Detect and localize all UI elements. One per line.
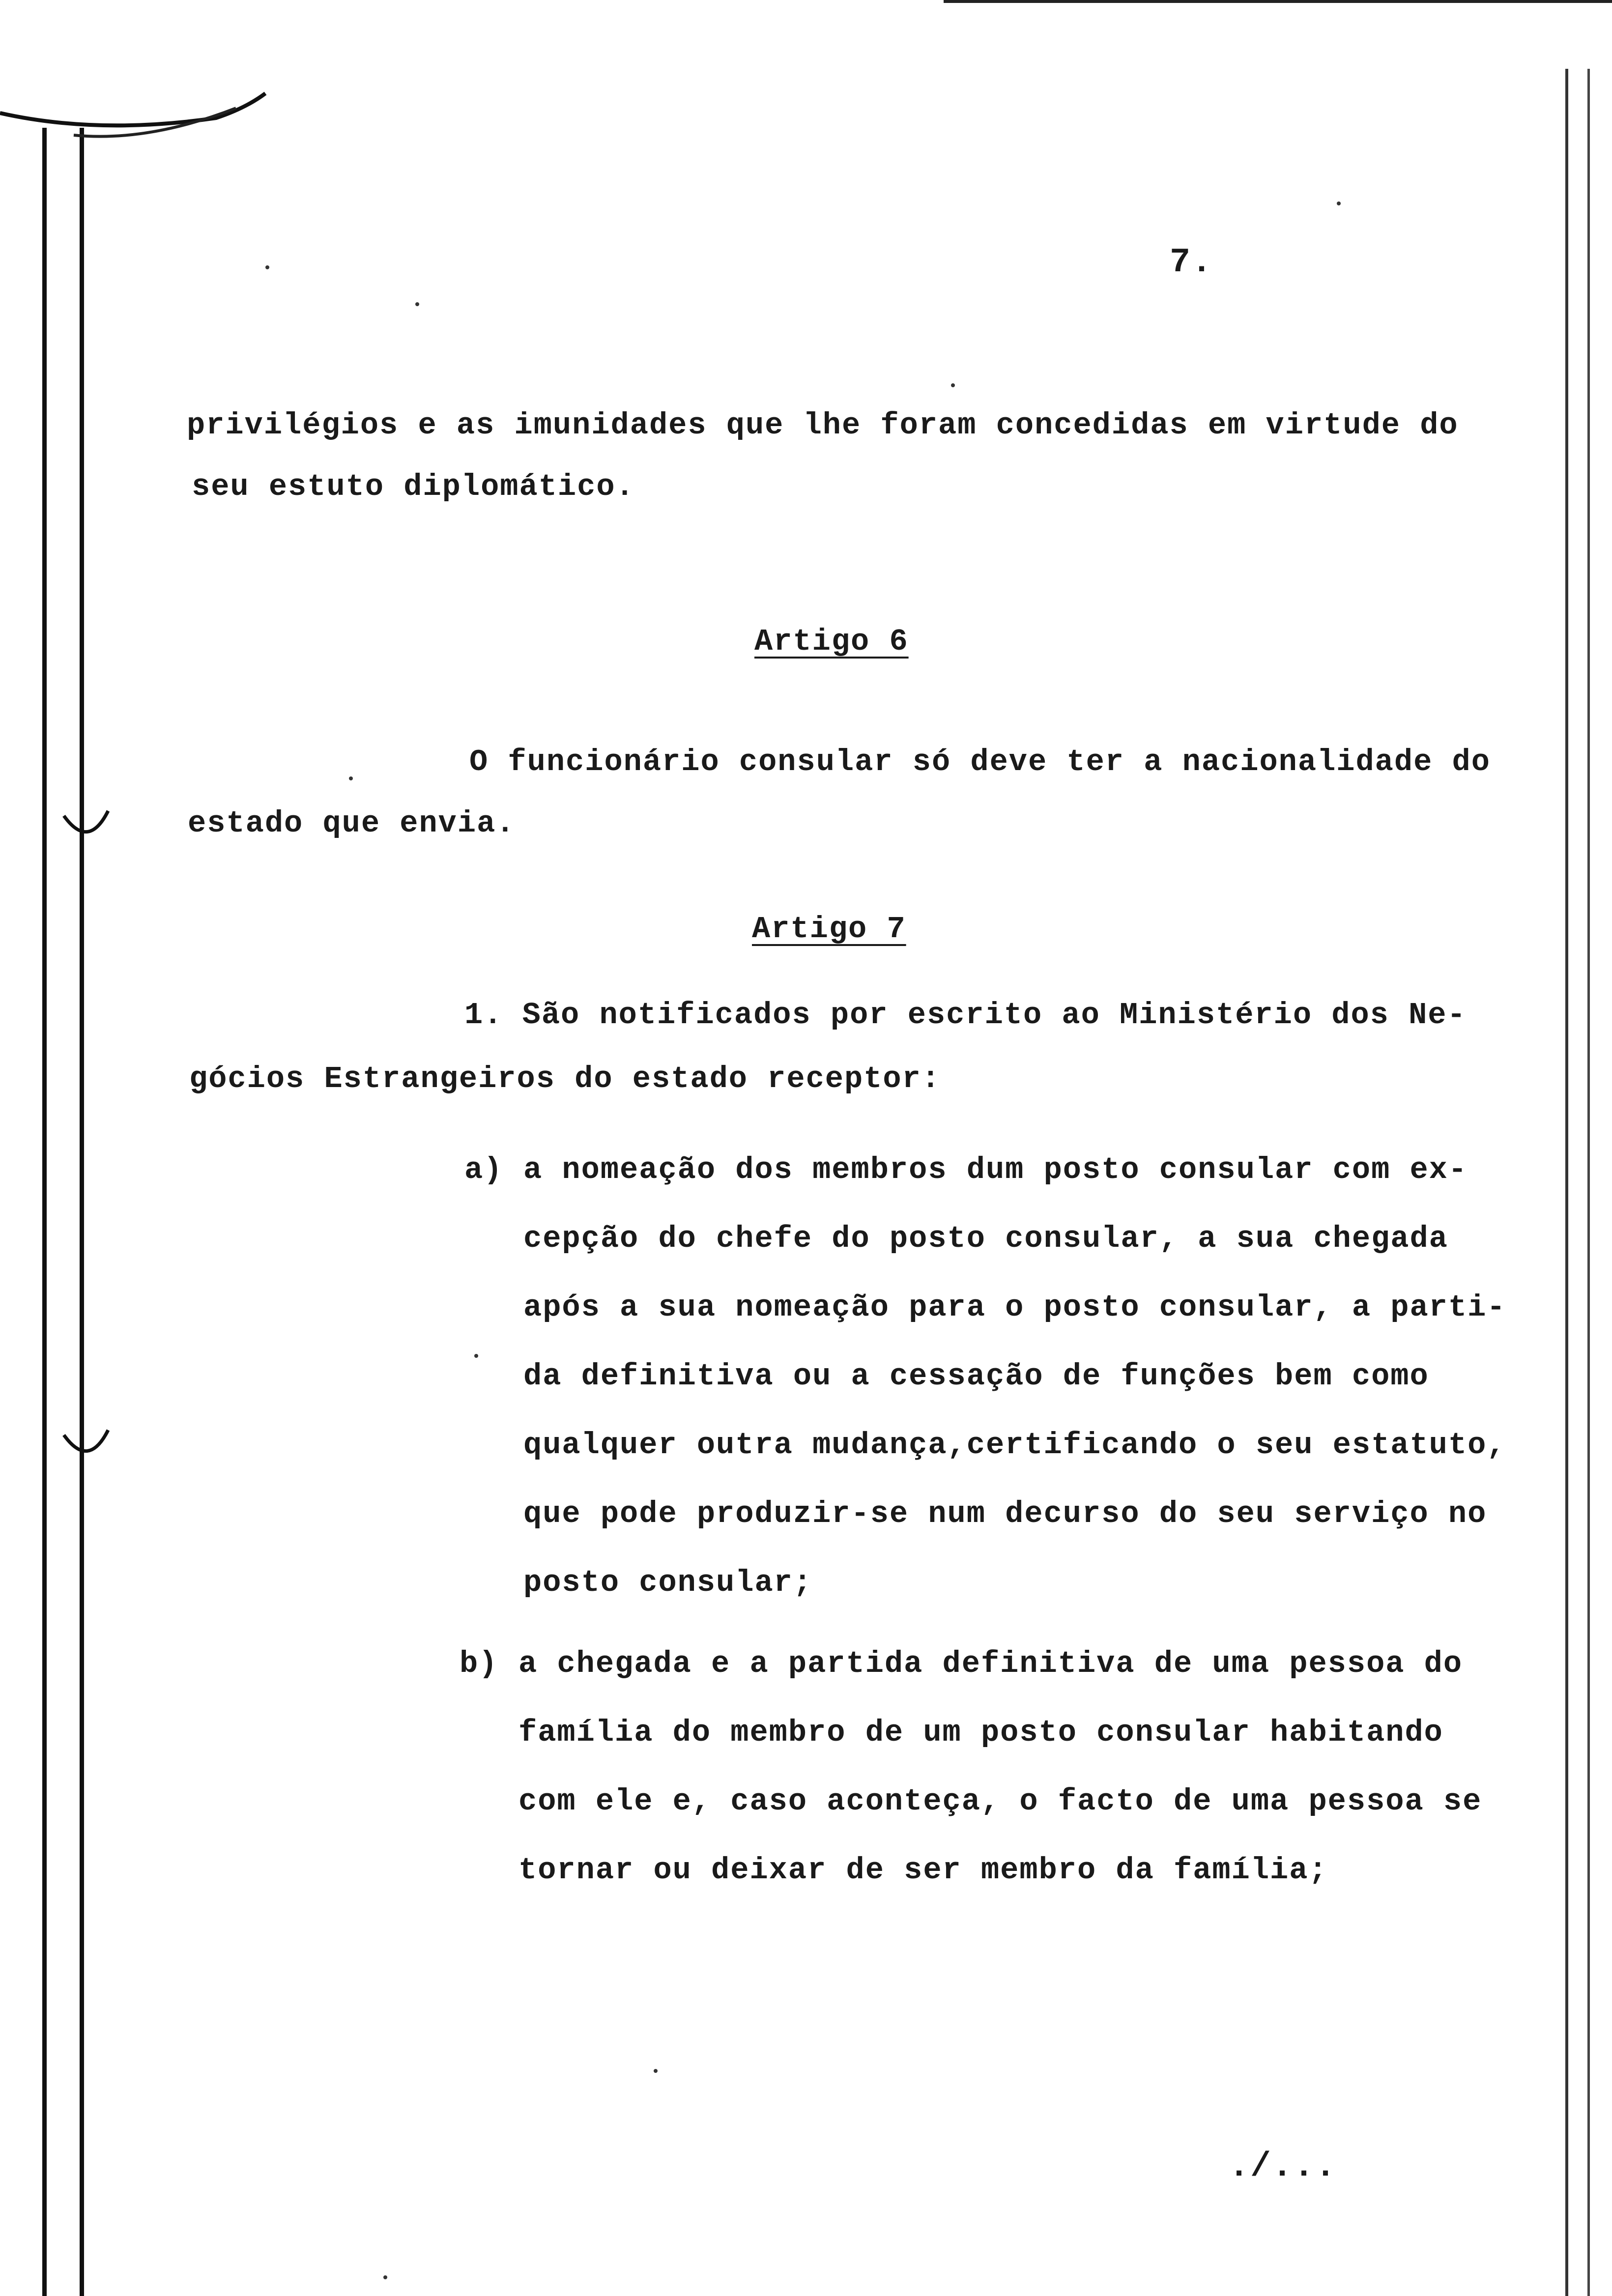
item-a-line: qualquer outra mudança,certificando o seu estatuto, (523, 1428, 1506, 1463)
ink-speck (951, 383, 955, 387)
ink-speck (474, 1354, 478, 1358)
right-margin-line-outer (1587, 69, 1590, 2296)
right-margin-line (1565, 69, 1568, 2296)
item-a-line: da definitiva ou a cessação de funções bem como (523, 1359, 1429, 1394)
item-b-line: com ele e, caso aconteça, o facto de uma pessoa se (518, 1784, 1482, 1819)
ink-speck (654, 2069, 658, 2073)
ink-speck (1337, 201, 1341, 205)
ink-speck (265, 265, 269, 269)
binding-clip-mark (59, 806, 113, 850)
item-a-line: a nomeação dos membros dum posto consular com ex- (523, 1152, 1468, 1187)
continuation-marker: ./... (1229, 2148, 1337, 2186)
binding-clip-mark (59, 1425, 113, 1469)
article-6-line-2: estado que envia. (188, 806, 516, 841)
item-a-line: após a sua nomeação para o posto consular, a parti- (523, 1290, 1506, 1325)
item-a-line: posto consular; (523, 1565, 813, 1600)
item-b-line: tornar ou deixar de ser membro da família; (518, 1853, 1328, 1888)
item-b-line: a chegada e a partida definitiva de uma pessoa do (518, 1646, 1463, 1681)
top-border-line (944, 0, 1612, 3)
item-a-label: a) (464, 1152, 503, 1187)
item-a-line: que pode produzir-se num decurso do seu serviço no (523, 1496, 1487, 1531)
article-6-line-1: O funcionário consular só deve ter a nacionalidade do (469, 745, 1491, 779)
item-b-label: b) (460, 1646, 498, 1681)
item-b-line: família do membro de um posto consular habitando (518, 1715, 1443, 1750)
binding-curve-mark (0, 88, 275, 157)
intro-line-2: seu estuto diplomático. (192, 469, 635, 504)
left-binding-line (42, 128, 47, 2296)
item-a-line: cepção do chefe do posto consular, a sua chegada (523, 1221, 1448, 1256)
page-number: 7. (1170, 243, 1213, 282)
article-7-para-1-line-2: gócios Estrangeiros do estado receptor: (189, 1062, 941, 1096)
article-7-heading: Artigo 7 (752, 912, 906, 947)
ink-speck (383, 2275, 387, 2279)
intro-line-1: privilégios e as imunidades que lhe foram concedidas em virtude do (187, 408, 1459, 443)
ink-speck (415, 302, 419, 306)
article-7-para-1-line-1: 1. São notificados por escrito ao Ministério dos Ne- (464, 998, 1467, 1033)
left-binding-line-inner (80, 128, 84, 2296)
article-6-heading: Artigo 6 (754, 624, 909, 659)
ink-speck (349, 776, 353, 780)
